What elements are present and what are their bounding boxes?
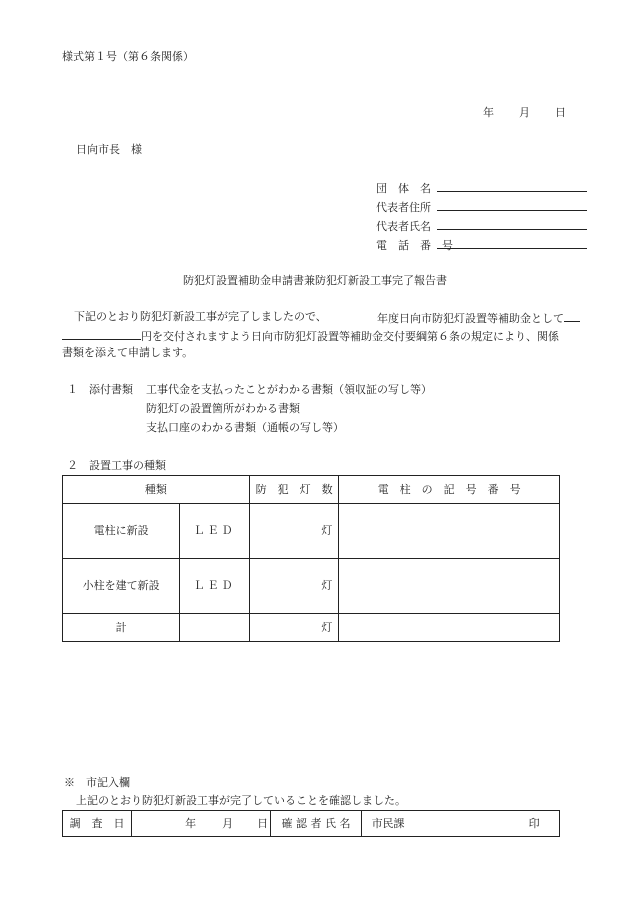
row-lamp-type: ＬＥＤ xyxy=(180,559,250,614)
phone-line[interactable] xyxy=(437,237,587,249)
seal-mark: 印 xyxy=(528,817,540,830)
attachment-item: 支払口座のわかる書類（通帳の写し等） xyxy=(146,421,344,434)
row-type: 計 xyxy=(63,614,180,642)
attachment-item: 防犯灯の設置箇所がわかる書類 xyxy=(146,402,300,415)
row-lamp-type xyxy=(180,614,250,642)
row-type: 小柱を建て新設 xyxy=(63,559,180,614)
table-row xyxy=(63,504,560,559)
header-type: 種類 xyxy=(63,476,250,504)
confirmation-table xyxy=(62,810,560,837)
survey-month-label: 月 xyxy=(222,817,234,830)
row-type: 電柱に新設 xyxy=(63,504,180,559)
group-name-line[interactable] xyxy=(437,180,587,192)
attachment-item: 工事代金を支払ったことがわかる書類（領収証の写し等） xyxy=(146,383,432,396)
recipient: 日向市長 様 xyxy=(76,143,142,156)
row-pole-number[interactable] xyxy=(339,614,560,642)
header-lamp-count: 防 犯 灯 数 xyxy=(249,476,339,504)
applicant-field-group-name[interactable] xyxy=(376,180,587,196)
table-row xyxy=(63,559,560,614)
form-number: 様式第１号（第６条関係） xyxy=(62,50,194,63)
date-month-label: 月 xyxy=(519,106,530,119)
row-count-unit[interactable]: 灯 xyxy=(249,614,339,642)
survey-day-label: 日 xyxy=(257,817,269,830)
row-pole-number[interactable] xyxy=(339,504,560,559)
applicant-field-label: 団 体 名 xyxy=(376,182,431,195)
installation-table xyxy=(62,475,560,642)
body-line-1b-text: 年度日向市防犯灯設置等補助金として xyxy=(377,312,564,325)
section2-label: ２ 設置工事の種類 xyxy=(67,459,166,472)
body-line-2 xyxy=(62,328,559,344)
survey-date-label: 調 査 日 xyxy=(63,811,132,837)
section1-label: １ 添付書類 xyxy=(67,383,133,396)
body-line-1a: 下記のとおり防犯灯新設工事が完了しましたので、 xyxy=(74,310,327,323)
body-line-2-text: 円を交付されますよう日向市防犯灯設置等補助金交付要綱第６条の規定により、関係 xyxy=(141,330,559,343)
address-line[interactable] xyxy=(437,199,587,211)
confirmer-field[interactable] xyxy=(361,811,559,837)
header-pole-number: 電 柱 の 記 号 番 号 xyxy=(339,476,560,504)
amount-line-start[interactable] xyxy=(564,310,580,322)
date-year-label: 年 xyxy=(483,106,494,119)
survey-year-label: 年 xyxy=(185,817,197,830)
city-use-label: ※ 市記入欄 xyxy=(64,776,130,789)
applicant-field-label: 代表者氏名 xyxy=(376,220,431,233)
row-pole-number[interactable] xyxy=(339,559,560,614)
body-line-3: 書類を添えて申請します。 xyxy=(62,346,194,359)
body-line-1b xyxy=(377,310,580,326)
row-count-unit[interactable]: 灯 xyxy=(249,504,339,559)
document-title: 防犯灯設置補助金申請書兼防犯灯新設工事完了報告書 xyxy=(183,274,447,287)
applicant-field-label: 代表者住所 xyxy=(376,201,431,214)
row-lamp-type: ＬＥＤ xyxy=(180,504,250,559)
table-row xyxy=(63,614,560,642)
applicant-field-label: 電 話 番 号 xyxy=(376,239,453,252)
applicant-field-phone[interactable] xyxy=(376,237,587,253)
confirmer-label: 確 認 者 氏 名 xyxy=(271,811,361,837)
representative-line[interactable] xyxy=(437,218,587,230)
date-day-label: 日 xyxy=(555,106,566,119)
department-label: 市民課 xyxy=(371,817,405,830)
applicant-field-address[interactable] xyxy=(376,199,587,215)
amount-line[interactable] xyxy=(62,328,141,340)
applicant-field-representative[interactable] xyxy=(376,218,587,234)
city-use-note: 上記のとおり防犯灯新設工事が完了していることを確認しました。 xyxy=(76,794,406,807)
row-count-unit[interactable]: 灯 xyxy=(249,559,339,614)
survey-date-field[interactable] xyxy=(132,811,271,837)
